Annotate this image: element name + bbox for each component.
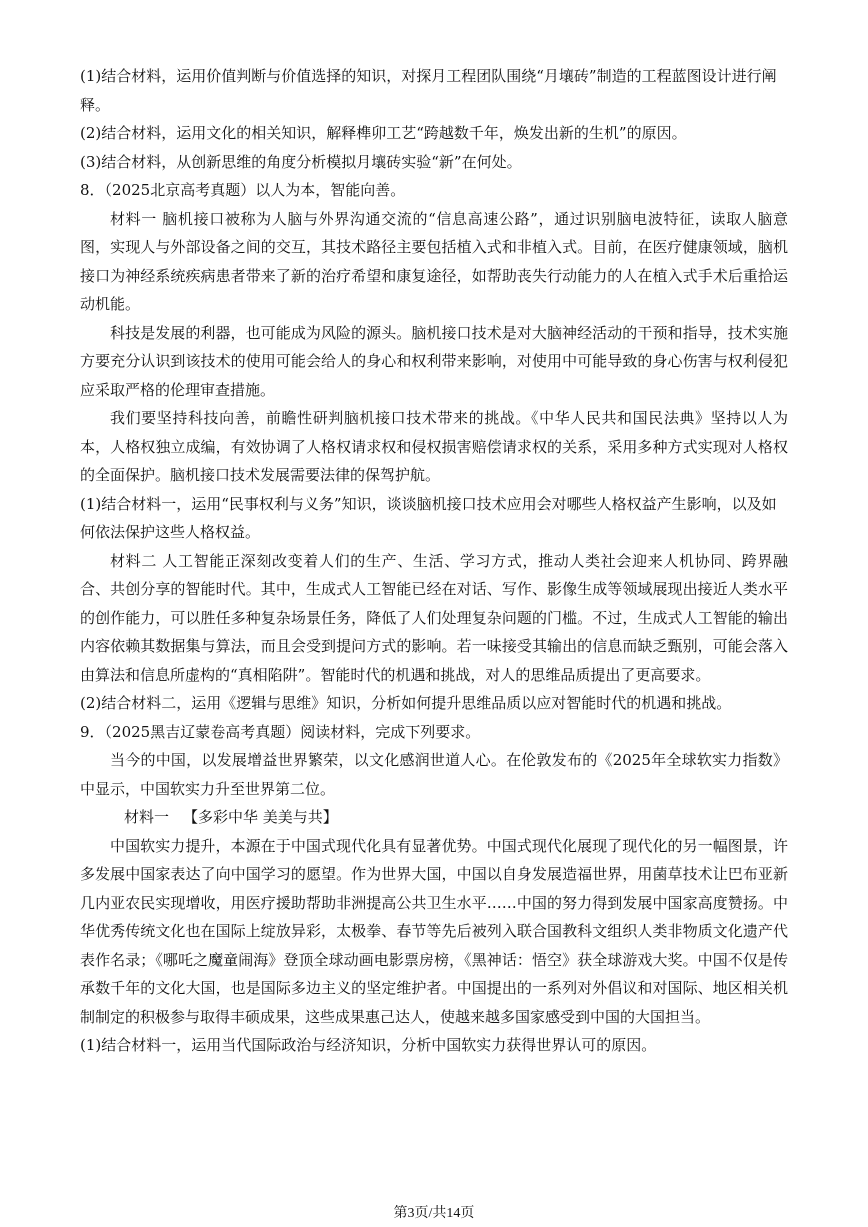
page-number: 第3页/共14页	[393, 1206, 475, 1221]
question-7-part-3: (3)结合材料，从创新思维的角度分析模拟月壤砖实验“新”在何处。	[80, 152, 522, 171]
question-9-intro: 当今的中国，以发展增益世界繁荣，以文化感润世道人心。在伦敦发布的《2025年全球软实力指数》中显示，中国软实力升至世界第二位。	[80, 751, 788, 798]
question-7-part-2: (2)结合材料，运用文化的相关知识，解释榫卯工艺“跨越数千年，焕发出新的生机”的原因。	[80, 124, 687, 142]
page-content	[80, 62, 788, 1060]
material-1-paragraph-3: 我们要坚持科技向善，前瞻性研判脑机接口技术带来的挑战。《中华人民共和国民法典》坚持以人为本，人格权独立成编，有效协调了人格权请求权和侵权损害赔偿请求权的关系，采用多种方式实现对人格权的全面保护。脑机接口技术发展需要法律的保驾护航。	[80, 409, 788, 484]
question-7-part-1: (1)结合材料，运用价值判断与价值选择的知识，对探月工程团队围绕“月壤砖”制造的工程蓝图设计进行阐释。	[80, 67, 777, 114]
question-8-part-1: (1)结合材料一，运用“民事权利与义务”知识，谈谈脑机接口技术应用会对哪些人格权益产生影响，以及如何依法保护这些人格权益。	[80, 494, 777, 541]
material-title: 【多彩中华 美美与共】	[183, 808, 338, 826]
question-9-part-1: (1)结合材料一，运用当代国际政治与经济知识，分析中国软实力获得世界认可的原因。	[80, 1036, 657, 1054]
question-9-heading: 9．（2025黑吉辽蒙卷高考真题）阅读材料，完成下列要求。	[80, 722, 481, 741]
question-8-heading: 8．（2025北京高考真题）以人为本，智能向善。	[80, 181, 406, 199]
material-1-paragraph-2: 科技是发展的利器，也可能成为风险的源头。脑机接口技术是对大脑神经活动的干预和指导，技术实施方要充分认识到该技术的使用可能会给人的身心和权利带来影响，对使用中可能导致的身心伤害与权利侵犯应采取严格的伦理审查措施。	[80, 323, 788, 399]
material-1-heading	[80, 803, 788, 832]
material-2-paragraph: 材料二 人工智能正深刻改变着人们的生产、生活、学习方式，推动人类社会迎来人机协同、跨界融合、共创分享的智能时代。其中，生成式人工智能已经在对话、写作、影像生成等领域展现出接近人类水平的创作能力，可以胜任多种复杂场景任务，降低了人们处理复杂问题的门槛。不过，生成式人工智能的输出内容依赖其数据集与算法，而且会受到提问方式的影响。若一味接受其输出的信息而缺乏甄别，可能会落入由算法和信息所虚构的“真相陷阱”。智能时代的机遇和挑战，对人的思维品质提出了更高要求。	[80, 551, 788, 684]
material-1-body: 中国软实力提升，本源在于中国式现代化具有显著优势。中国式现代化展现了现代化的另一幅图景，许多发展中国家表达了向中国学习的愿望。作为世界大国，中国以自身发展造福世界，用菌草技术让巴布亚新几内亚农民实现增收，用医疗援助帮助非洲提高公共卫生水平……中国的努力得到发展中国家高度赞扬。中华优秀传统文化也在国际上绽放异彩，太极拳、春节等先后被列入联合国教科文组织人类非物质文化遗产代表作名录；《哪吒之魔童闹海》登顶全球动画电影票房榜，《黑神话：悟空》获全球游戏大奖。中国不仅是传承数千年的文化大国，也是国际多边主义的坚定维护者。中国提出的一系列对外倡议和对国际、地区相关机制制定的积极参与取得丰硕成果，这些成果惠己达人，使越来越多国家感受到中国的大国担当。	[80, 836, 788, 1026]
material-label: 材料一	[124, 808, 170, 826]
material-1-paragraph-1: 材料一 脑机接口被称为人脑与外界沟通交流的“信息高速公路”，通过识别脑电波特征，读取人脑意图，实现人与外部设备之间的交互，其技术路径主要包括植入式和非植入式。目前，在医疗健康领域，脑机接口为神经系统疾病患者带来了新的治疗希望和康复途径，如帮助丧失行动能力的人在植入式手术后重拾运动机能。	[80, 209, 788, 313]
question-8-part-2: (2)结合材料二，运用《逻辑与思维》知识，分析如何提升思维品质以应对智能时代的机遇和挑战。	[80, 694, 732, 712]
